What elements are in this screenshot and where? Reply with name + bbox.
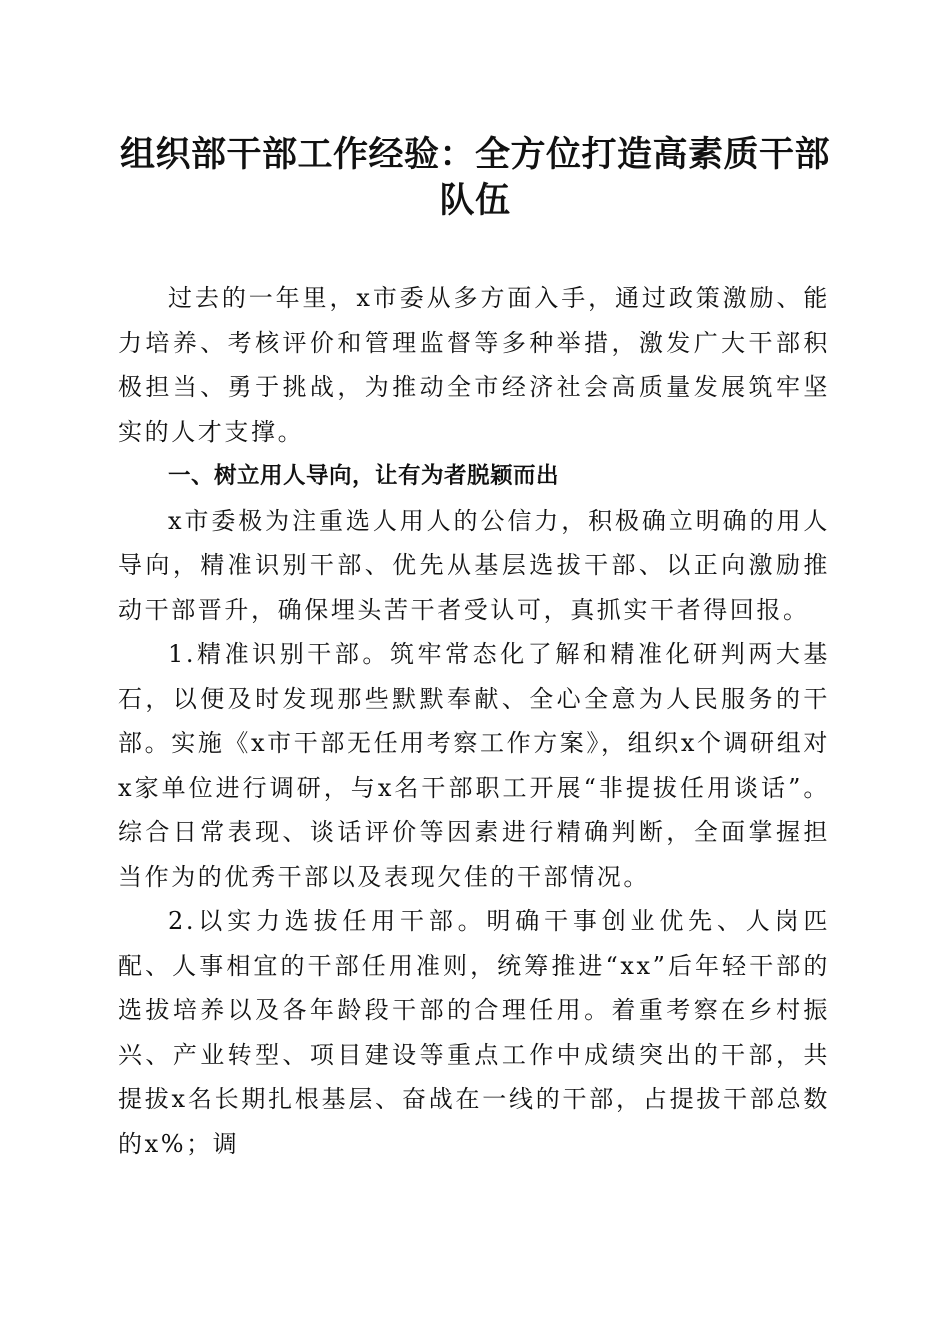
- item-2-paragraph: 2.以实力选拔任用干部。明确干事创业优先、人岗匹配、人事相宜的干部任用准则，统筹推进“xx”后年轻干部的选拔培养以及各年龄段干部的合理任用。着重考察在乡村振兴、产业转型、项目建设等重点工作中成绩突出的干部，共提拔x名长期扎根基层、奋战在一线的干部，占提拔干部总数的x%；调: [118, 907, 830, 1158]
- document-title: 组织部干部工作经验：全方位打造高素质干部队伍: [119, 134, 830, 221]
- intro-paragraph: 过去的一年里，x市委从多方面入手，通过政策激励、能力培养、考核评价和管理监督等多种举措，激发广大干部积极担当、勇于挑战，为推动全市经济社会高质量发展筑牢坚实的人才支撑。: [118, 284, 830, 446]
- document-body: [118, 276, 830, 1166]
- item-1-paragraph: 1.精准识别干部。筑牢常态化了解和精准化研判两大基石，以便及时发现那些默默奉献、全心全意为人民服务的干部。实施《x市干部无任用考察工作方案》，组织x个调研组对x家单位进行调研，与x名干部职工开展“非提拔任用谈话”。综合日常表现、谈话评价等因素进行精确判断，全面掌握担当作为的优秀干部以及表现欠佳的干部情况。: [118, 640, 830, 891]
- section-heading-1: 一、树立用人导向，让有为者脱颖而出: [168, 463, 560, 489]
- section-1-paragraph: x市委极为注重选人用人的公信力，积极确立明确的用人导向，精准识别干部、优先从基层选拔干部、以正向激励推动干部晋升，确保埋头苦干者受认可，真抓实干者得回报。: [118, 506, 830, 624]
